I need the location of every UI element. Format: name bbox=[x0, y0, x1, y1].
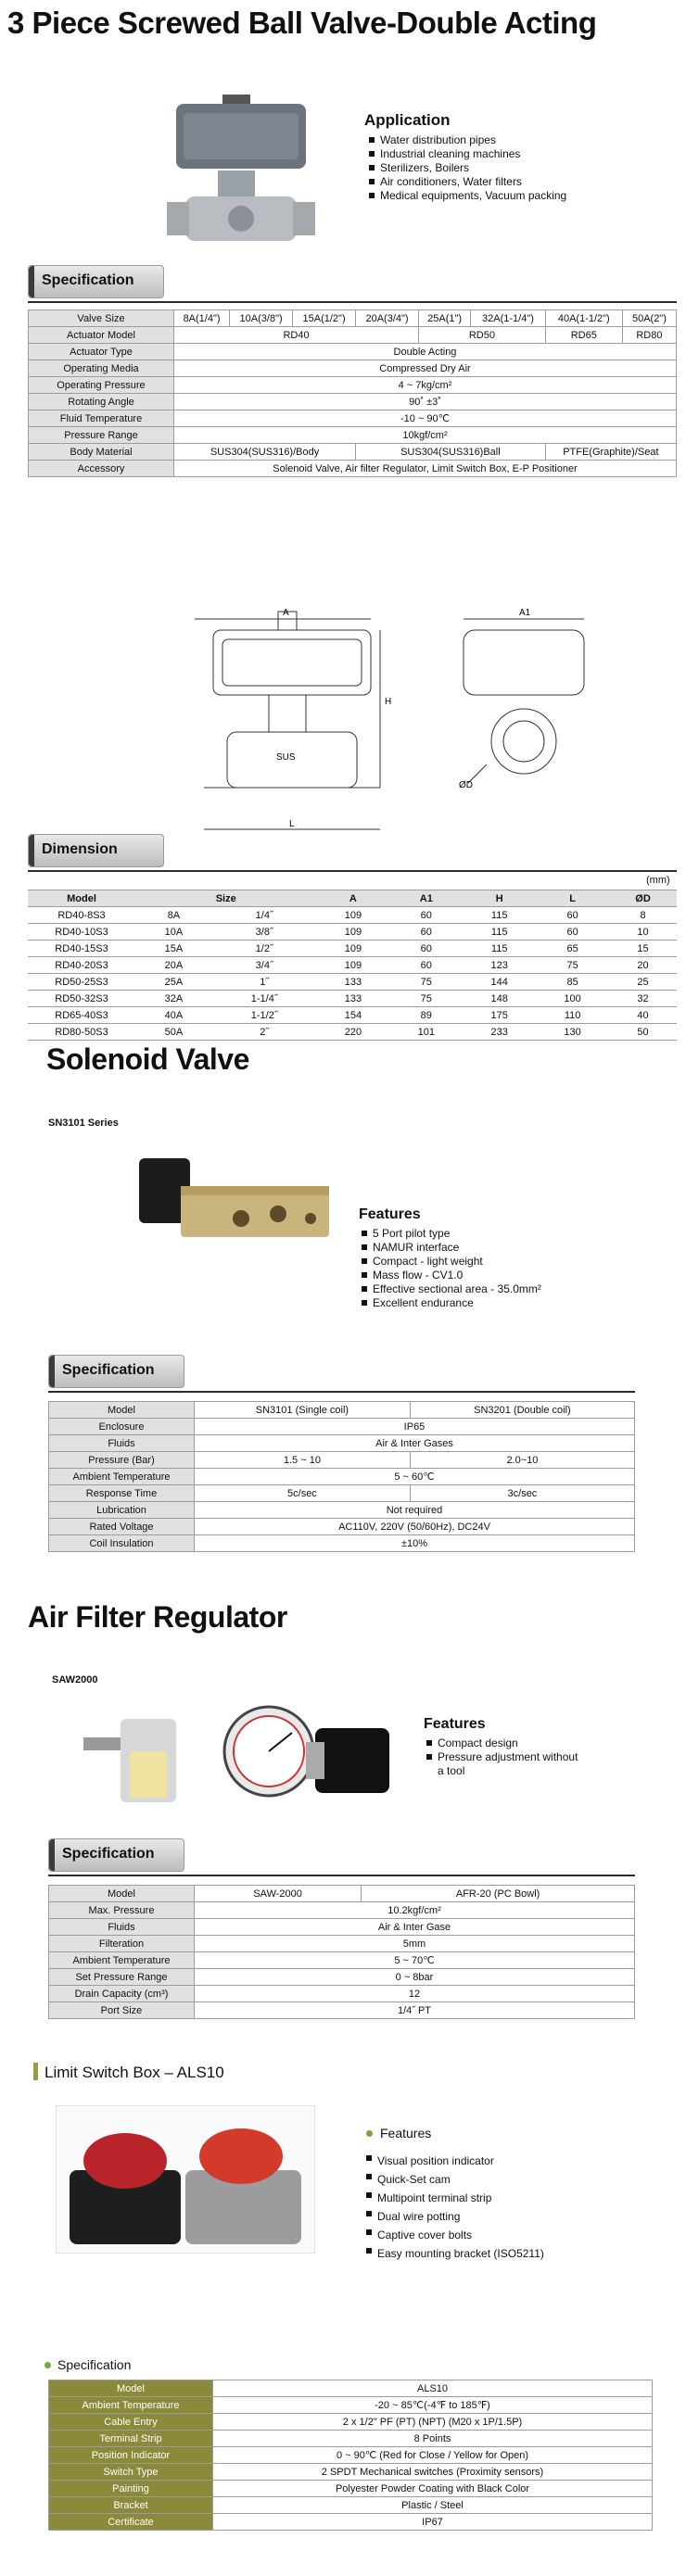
table-cell: RD40-20S3 bbox=[28, 957, 135, 974]
filter-regulator-photo bbox=[83, 1700, 399, 1812]
feature-item: 5 Port pilot type bbox=[362, 1227, 541, 1241]
table-cell: 60 bbox=[389, 941, 463, 957]
table-cell: 10.2kgf/cm² bbox=[195, 1902, 635, 1919]
table-row bbox=[49, 1419, 635, 1435]
table-cell: 5mm bbox=[195, 1936, 635, 1952]
label-h: H bbox=[385, 697, 392, 707]
feature-item: Excellent endurance bbox=[362, 1296, 541, 1310]
table-cell: 220 bbox=[316, 1024, 389, 1041]
table-cell: 1-1/4˝ bbox=[212, 991, 317, 1007]
table-row bbox=[49, 2431, 653, 2447]
table-cell: Plastic / Steel bbox=[213, 2497, 653, 2514]
feature-item: Multipoint terminal strip bbox=[366, 2189, 544, 2207]
table-cell: RD50-25S3 bbox=[28, 974, 135, 991]
feature-item: Compact design bbox=[426, 1736, 584, 1750]
table-row bbox=[49, 1886, 635, 1902]
table-row bbox=[29, 344, 677, 360]
row-label: Actuator Type bbox=[29, 344, 174, 360]
solenoid-features-heading: Features bbox=[359, 1206, 421, 1222]
limit-rows bbox=[49, 2380, 653, 2531]
label-a: A bbox=[283, 608, 289, 618]
table-header bbox=[28, 890, 677, 907]
column-header: A bbox=[316, 890, 389, 907]
application-item: Industrial cleaning machines bbox=[369, 147, 566, 161]
table-row bbox=[49, 2380, 653, 2397]
column-header: L bbox=[536, 890, 609, 907]
table-cell: 60 bbox=[536, 907, 609, 924]
row-label: Certificate bbox=[49, 2514, 213, 2531]
solenoid-spec-table bbox=[48, 1401, 635, 1552]
row-label: Operating Pressure bbox=[29, 377, 174, 394]
filter-rows bbox=[49, 1886, 635, 2019]
table-cell: RD80 bbox=[622, 327, 676, 344]
table-cell: Not required bbox=[195, 1502, 635, 1519]
limit-features-heading: Features bbox=[380, 2126, 432, 2140]
table-row bbox=[49, 1969, 635, 1986]
table-cell: 130 bbox=[536, 1024, 609, 1041]
application-list bbox=[369, 133, 566, 203]
table-cell: 25A(1") bbox=[419, 310, 471, 327]
application-item: Sterilizers, Boilers bbox=[369, 161, 566, 175]
table-cell: 1.5 ~ 10 bbox=[195, 1452, 411, 1469]
table-cell: SN3201 (Double coil) bbox=[410, 1402, 634, 1419]
table-cell: RD40-8S3 bbox=[28, 907, 135, 924]
banner-label: Specification bbox=[62, 1846, 155, 1862]
table-cell: 154 bbox=[316, 1007, 389, 1024]
table-cell: 5c/sec bbox=[195, 1485, 411, 1502]
table-cell: 2.0~10 bbox=[410, 1452, 634, 1469]
table-cell: 25 bbox=[609, 974, 677, 991]
table-cell: 0 ~ 90℃ (Red for Close / Yellow for Open) bbox=[213, 2447, 653, 2464]
table-cell: AFR-20 (PC Bowl) bbox=[362, 1886, 635, 1902]
limit-title: Limit Switch Box – ALS10 bbox=[44, 2064, 224, 2081]
feature-item: Effective sectional area - 35.0mm² bbox=[362, 1282, 541, 1296]
table-cell: 115 bbox=[463, 924, 536, 941]
table-cell: 3/4˝ bbox=[212, 957, 317, 974]
table-row bbox=[29, 360, 677, 377]
table-row bbox=[29, 444, 677, 461]
row-label: Valve Size bbox=[29, 310, 174, 327]
limit-switch-photo bbox=[56, 2105, 315, 2254]
application-heading: Application bbox=[364, 111, 451, 129]
specification-banner bbox=[28, 265, 164, 298]
table-cell: AC110V, 220V (50/60Hz), DC24V bbox=[195, 1519, 635, 1535]
table-cell: 1/4˝ bbox=[212, 907, 317, 924]
row-label: Response Time bbox=[49, 1485, 195, 1502]
row-label: Max. Pressure bbox=[49, 1902, 195, 1919]
row-label: Actuator Model bbox=[29, 327, 174, 344]
table-row bbox=[49, 2397, 653, 2414]
feature-item: Visual position indicator bbox=[366, 2152, 544, 2170]
table-cell: 1˝ bbox=[212, 974, 317, 991]
feature-item: Dual wire potting bbox=[366, 2207, 544, 2226]
table-cell: 32 bbox=[609, 991, 677, 1007]
table-cell: 148 bbox=[463, 991, 536, 1007]
column-header: Size bbox=[135, 890, 316, 907]
table-cell: Solenoid Valve, Air filter Regulator, Limit Switch Box, E-P Positioner bbox=[174, 461, 677, 477]
column-header: Model bbox=[28, 890, 135, 907]
table-cell: 133 bbox=[316, 991, 389, 1007]
table-cell: 109 bbox=[316, 907, 389, 924]
table-cell: ALS10 bbox=[213, 2380, 653, 2397]
solenoid-spec-banner bbox=[48, 1355, 184, 1388]
unit-label: (mm) bbox=[646, 875, 670, 886]
table-cell: 60 bbox=[389, 957, 463, 974]
table-row bbox=[49, 1919, 635, 1936]
table-row bbox=[49, 1535, 635, 1552]
table-row bbox=[49, 1469, 635, 1485]
table-cell: 15 bbox=[609, 941, 677, 957]
dimension-banner bbox=[28, 834, 164, 867]
table-row bbox=[49, 1519, 635, 1535]
solenoid-title: Solenoid Valve bbox=[46, 1042, 249, 1076]
banner-label: Specification bbox=[62, 1362, 155, 1378]
table-cell: 2˝ bbox=[212, 1024, 317, 1041]
row-label: Position Indicator bbox=[49, 2447, 213, 2464]
solenoid-valve-photo bbox=[130, 1149, 334, 1251]
row-label: Rated Voltage bbox=[49, 1519, 195, 1535]
table-row bbox=[28, 991, 677, 1007]
row-label: Rotating Angle bbox=[29, 394, 174, 410]
table-row bbox=[29, 427, 677, 444]
table-cell: 32A bbox=[135, 991, 212, 1007]
page-title: 3 Piece Screwed Ball Valve-Double Acting bbox=[7, 6, 597, 40]
solenoid-features-list bbox=[362, 1227, 541, 1310]
table-row bbox=[28, 957, 677, 974]
table-row bbox=[49, 2447, 653, 2464]
table-cell: 144 bbox=[463, 974, 536, 991]
table-row bbox=[49, 1986, 635, 2002]
table-cell: 32A(1-1/4") bbox=[471, 310, 545, 327]
table-cell: 8 Points bbox=[213, 2431, 653, 2447]
table-cell: 3/8˝ bbox=[212, 924, 317, 941]
table-cell: 115 bbox=[463, 907, 536, 924]
table-cell: 10 bbox=[609, 924, 677, 941]
label-l: L bbox=[289, 819, 295, 829]
table-cell: 85 bbox=[536, 974, 609, 991]
filter-series: SAW2000 bbox=[52, 1674, 98, 1686]
table-cell: 133 bbox=[316, 974, 389, 991]
row-label: Model bbox=[49, 1402, 195, 1419]
table-cell: 8 bbox=[609, 907, 677, 924]
table-cell: 115 bbox=[463, 941, 536, 957]
table-cell: PTFE(Graphite)/Seat bbox=[545, 444, 676, 461]
solenoid-series: SN3101 Series bbox=[48, 1118, 119, 1129]
table-row bbox=[49, 1902, 635, 1919]
table-cell: SUS304(SUS316)Ball bbox=[356, 444, 546, 461]
row-label: Pressure (Bar) bbox=[49, 1452, 195, 1469]
table-cell: 109 bbox=[316, 924, 389, 941]
table-row bbox=[28, 924, 677, 941]
table-cell: 50A bbox=[135, 1024, 212, 1041]
divider bbox=[48, 1391, 635, 1393]
table-cell: 15A bbox=[135, 941, 212, 957]
label-a1: A1 bbox=[519, 608, 531, 618]
column-header: A1 bbox=[389, 890, 463, 907]
table-row bbox=[29, 310, 677, 327]
table-cell: 2 x 1/2" PF (PT) (NPT) (M20 x 1P/1.5P) bbox=[213, 2414, 653, 2431]
table-cell: RD50-32S3 bbox=[28, 991, 135, 1007]
table-row bbox=[29, 327, 677, 344]
table-row bbox=[28, 907, 677, 924]
table-cell: Air & Inter Gase bbox=[195, 1919, 635, 1936]
row-label: Model bbox=[49, 1886, 195, 1902]
table-cell: 100 bbox=[536, 991, 609, 1007]
filter-spec-table bbox=[48, 1885, 635, 2019]
table-row bbox=[28, 941, 677, 957]
table-cell: 20A(3/4") bbox=[356, 310, 419, 327]
table-cell: 10A(3/8") bbox=[230, 310, 293, 327]
table-row bbox=[29, 410, 677, 427]
filter-title: Air Filter Regulator bbox=[28, 1600, 287, 1634]
divider bbox=[28, 301, 677, 303]
table-row bbox=[28, 1024, 677, 1041]
table-cell: RD50 bbox=[419, 327, 546, 344]
column-header: ØD bbox=[609, 890, 677, 907]
table-cell: 12 bbox=[195, 1986, 635, 2002]
table-row bbox=[49, 1485, 635, 1502]
table-cell: IP65 bbox=[195, 1419, 635, 1435]
table-cell: Air & Inter Gases bbox=[195, 1435, 635, 1452]
row-label: Filteration bbox=[49, 1936, 195, 1952]
row-label: Ambient Temperature bbox=[49, 1952, 195, 1969]
table-cell: RD40-10S3 bbox=[28, 924, 135, 941]
table-cell: Double Acting bbox=[174, 344, 677, 360]
table-cell: 109 bbox=[316, 941, 389, 957]
table-cell: 50A(2") bbox=[622, 310, 676, 327]
table-cell: -20 ~ 85℃(-4℉ to 185℉) bbox=[213, 2397, 653, 2414]
table-row bbox=[28, 1007, 677, 1024]
table-cell: RD65-40S3 bbox=[28, 1007, 135, 1024]
table-cell: 8A(1/4") bbox=[174, 310, 230, 327]
table-row bbox=[49, 1502, 635, 1519]
table-cell: 5 ~ 60℃ bbox=[195, 1469, 635, 1485]
ball-valve-photo bbox=[167, 93, 324, 259]
table-cell: 60 bbox=[389, 907, 463, 924]
table-cell: 75 bbox=[389, 991, 463, 1007]
table-cell: 20A bbox=[135, 957, 212, 974]
table-row bbox=[29, 461, 677, 477]
table-cell: 25A bbox=[135, 974, 212, 991]
row-label: Fluids bbox=[49, 1435, 195, 1452]
label-sus: SUS bbox=[276, 752, 296, 763]
row-label: Port Size bbox=[49, 2002, 195, 2019]
feature-item: Quick-Set cam bbox=[366, 2170, 544, 2189]
table-cell: 89 bbox=[389, 1007, 463, 1024]
row-label: Ambient Temperature bbox=[49, 1469, 195, 1485]
row-label: Fluid Temperature bbox=[29, 410, 174, 427]
divider bbox=[48, 1875, 635, 1876]
table-cell: RD80-50S3 bbox=[28, 1024, 135, 1041]
row-label: Fluids bbox=[49, 1919, 195, 1936]
limit-title-bar bbox=[33, 2063, 38, 2080]
table-row bbox=[49, 2414, 653, 2431]
row-label: Coil Insulation bbox=[49, 1535, 195, 1552]
row-label: Body Material bbox=[29, 444, 174, 461]
limit-features-dot bbox=[366, 2130, 373, 2137]
row-label: Accessory bbox=[29, 461, 174, 477]
filter-spec-banner bbox=[48, 1838, 184, 1872]
limit-spec-table bbox=[48, 2380, 653, 2531]
solenoid-rows bbox=[49, 1402, 635, 1552]
table-cell: 65 bbox=[536, 941, 609, 957]
limit-features-list bbox=[366, 2152, 544, 2263]
table-cell: 20 bbox=[609, 957, 677, 974]
row-label: Ambient Temperature bbox=[49, 2397, 213, 2414]
row-label: Model bbox=[49, 2380, 213, 2397]
row-label: Lubrication bbox=[49, 1502, 195, 1519]
filter-features-heading: Features bbox=[424, 1716, 486, 1732]
application-item: Medical equipments, Vacuum packing bbox=[369, 189, 566, 203]
table-cell: 8A bbox=[135, 907, 212, 924]
table-row bbox=[49, 2002, 635, 2019]
row-label: Enclosure bbox=[49, 1419, 195, 1435]
table-row bbox=[29, 377, 677, 394]
table-cell: 90˚ ±3˚ bbox=[174, 394, 677, 410]
table-cell: 5 ~ 70℃ bbox=[195, 1952, 635, 1969]
table-row bbox=[49, 1936, 635, 1952]
table-cell: 4 ~ 7kg/cm² bbox=[174, 377, 677, 394]
table-cell: 40A bbox=[135, 1007, 212, 1024]
limit-spec-dot bbox=[44, 2362, 51, 2368]
feature-item: Captive cover bolts bbox=[366, 2226, 544, 2244]
table-cell: 1/2˝ bbox=[212, 941, 317, 957]
table-cell: RD65 bbox=[545, 327, 622, 344]
table-cell: 75 bbox=[389, 974, 463, 991]
table-cell: -10 ~ 90℃ bbox=[174, 410, 677, 427]
table-cell: RD40-15S3 bbox=[28, 941, 135, 957]
feature-item: Mass flow - CV1.0 bbox=[362, 1269, 541, 1282]
table-row bbox=[49, 1402, 635, 1419]
table-cell: 1-1/2˝ bbox=[212, 1007, 317, 1024]
feature-item: Pressure adjustment without a tool bbox=[426, 1750, 584, 1778]
table-cell: 50 bbox=[609, 1024, 677, 1041]
dimension-drawing bbox=[185, 602, 603, 843]
table-cell: 109 bbox=[316, 957, 389, 974]
application-item: Water distribution pipes bbox=[369, 133, 566, 147]
table-cell: IP67 bbox=[213, 2514, 653, 2531]
table-cell: 40 bbox=[609, 1007, 677, 1024]
table-cell: 110 bbox=[536, 1007, 609, 1024]
feature-item: NAMUR interface bbox=[362, 1241, 541, 1255]
table-cell: RD40 bbox=[174, 327, 419, 344]
table-cell: 40A(1-1/2") bbox=[545, 310, 622, 327]
column-header: H bbox=[463, 890, 536, 907]
table-cell: 10A bbox=[135, 924, 212, 941]
table-cell: 75 bbox=[536, 957, 609, 974]
banner-label: Specification bbox=[42, 272, 134, 288]
table-cell: 3c/sec bbox=[410, 1485, 634, 1502]
feature-item: Compact - light weight bbox=[362, 1255, 541, 1269]
row-label: Painting bbox=[49, 2481, 213, 2497]
row-label: Drain Capacity (cm³) bbox=[49, 1986, 195, 2002]
table-cell: 15A(1/2") bbox=[293, 310, 356, 327]
row-label: Cable Entry bbox=[49, 2414, 213, 2431]
table-row bbox=[49, 1435, 635, 1452]
table-cell: Compressed Dry Air bbox=[174, 360, 677, 377]
limit-spec-heading: Specification bbox=[57, 2357, 132, 2372]
feature-item: Easy mounting bracket (ISO5211) bbox=[366, 2244, 544, 2263]
table-cell: SN3101 (Single coil) bbox=[195, 1402, 411, 1419]
row-label: Pressure Range bbox=[29, 427, 174, 444]
table-row bbox=[49, 2514, 653, 2531]
table-row bbox=[49, 2464, 653, 2481]
valve-spec-table bbox=[28, 309, 677, 477]
table-cell: 123 bbox=[463, 957, 536, 974]
table-row bbox=[28, 974, 677, 991]
table-cell: 175 bbox=[463, 1007, 536, 1024]
dimension-rows bbox=[28, 907, 677, 1041]
label-phi: ØD bbox=[459, 780, 473, 790]
table-cell: 233 bbox=[463, 1024, 536, 1041]
row-label: Operating Media bbox=[29, 360, 174, 377]
table-cell: 0 ~ 8bar bbox=[195, 1969, 635, 1986]
table-cell: 60 bbox=[536, 924, 609, 941]
table-cell: SAW-2000 bbox=[195, 1886, 362, 1902]
application-item: Air conditioners, Water filters bbox=[369, 175, 566, 189]
filter-features-list bbox=[426, 1736, 584, 1778]
table-cell: ±10% bbox=[195, 1535, 635, 1552]
table-row bbox=[49, 2497, 653, 2514]
table-cell: Polyester Powder Coating with Black Color bbox=[213, 2481, 653, 2497]
table-row bbox=[49, 1952, 635, 1969]
table-cell: 2 SPDT Mechanical switches (Proximity sensors) bbox=[213, 2464, 653, 2481]
banner-label: Dimension bbox=[42, 841, 118, 857]
table-cell: 101 bbox=[389, 1024, 463, 1041]
table-cell: 1/4˝ PT bbox=[195, 2002, 635, 2019]
row-label: Set Pressure Range bbox=[49, 1969, 195, 1986]
table-row bbox=[29, 394, 677, 410]
row-label: Bracket bbox=[49, 2497, 213, 2514]
table-cell: 60 bbox=[389, 924, 463, 941]
table-row bbox=[49, 1452, 635, 1469]
table-row bbox=[49, 2481, 653, 2497]
row-label: Terminal Strip bbox=[49, 2431, 213, 2447]
row-label: Switch Type bbox=[49, 2464, 213, 2481]
dimension-table bbox=[28, 890, 677, 1041]
table-cell: SUS304(SUS316)/Body bbox=[174, 444, 356, 461]
divider bbox=[28, 870, 677, 872]
table-cell: 10kgf/cm² bbox=[174, 427, 677, 444]
